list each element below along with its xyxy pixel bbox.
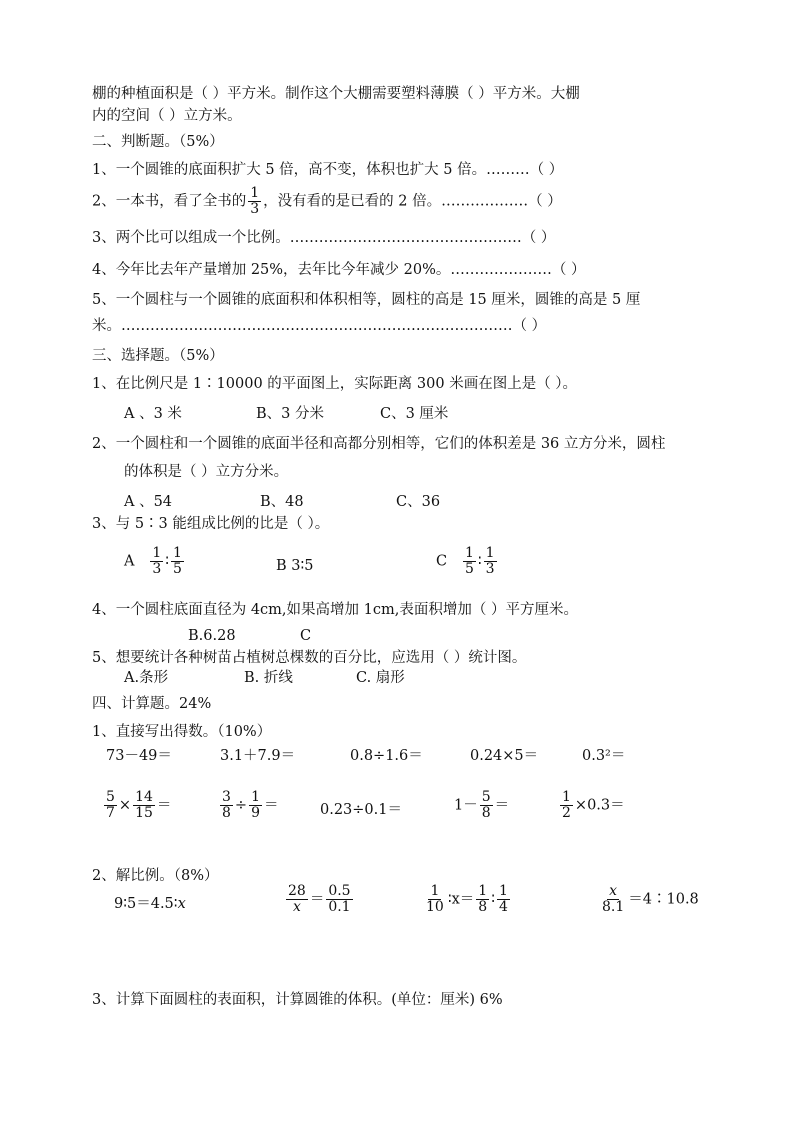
fraction [600, 884, 626, 915]
judge-heading: 二、判断题。（5%） [92, 134, 224, 150]
calc-r1-item-4: 0.24×5＝ [470, 748, 539, 764]
judge-q4: 4、今年比去年产量增加 25%，去年比今年减少 20%。…………………（ ） [92, 262, 586, 278]
choice-q2-option-b: B、48 [260, 494, 304, 510]
numerator: 28 [288, 883, 306, 899]
numerator: 1 [173, 545, 182, 561]
calc-heading: 四、计算题。24% [92, 696, 212, 712]
option-label: C [436, 553, 448, 570]
fraction [133, 790, 155, 821]
fraction [497, 884, 510, 915]
fraction [249, 790, 262, 821]
denominator: 5 [173, 561, 182, 577]
calc-r2-item-1: $\frac{5}{7}$ × $\frac{14}{15}$ ＝ [106, 789, 172, 821]
proportion-4 [598, 884, 699, 915]
judge-q5-line-2: 米。………………………………………………………………………（ ） [92, 318, 547, 334]
proportion-1 [114, 894, 186, 914]
numerator: 3 [222, 789, 231, 805]
numerator: 1 [152, 545, 162, 561]
fraction [104, 790, 117, 821]
fraction [480, 790, 493, 821]
choice-q4-option-b: B.6.28 [188, 628, 236, 644]
option-label: A [124, 553, 135, 570]
calc-r1-item-3: 0.8÷1.6＝ [350, 748, 423, 764]
fraction [560, 790, 573, 821]
fraction [248, 186, 261, 217]
denominator: x [292, 899, 301, 915]
fraction [424, 884, 446, 915]
calc-sub-2: 2、解比例。（8%） [92, 868, 219, 884]
choice-q3-option-c: C $\frac{1}{5}$ ∶ $\frac{1}{3}$ [436, 545, 495, 577]
denominator: 3 [250, 201, 260, 217]
calc-sub-1: 1、直接写出得数。（10%） [92, 724, 272, 740]
fraction [220, 790, 233, 821]
calc-r2-item-5 [558, 790, 625, 821]
denominator: 8 [481, 805, 491, 821]
denominator: 3 [152, 561, 162, 577]
choice-q4: 4、一个圆柱底面直径为 4cm,如果高增加 1cm,表面积增加（ ）平方厘米。 [92, 602, 578, 618]
choice-q1-option-c: C、3 厘米 [380, 406, 449, 422]
choice-q5-option-a: A.条形 [124, 670, 169, 686]
calc-sub-3: 3、计算下面圆柱的表面积，计算圆锥的体积。(单位：厘米) 6% [92, 992, 503, 1008]
proportion-3: $\frac{1}{10}$ ∶x＝ $\frac{1}{8}$ ∶ $\frac{1}{4}$ [426, 883, 508, 915]
judge-q2-pre: 2、一本书，看了全书的 [92, 193, 247, 210]
choice-q1: 1、在比例尺是 1∶10000 的平面图上，实际距离 300 米画在图上是（ ）。 [92, 376, 578, 392]
choice-q3: 3、与 5∶3 能组成比例的比是（ ）。 [92, 516, 330, 532]
judge-q2-post: ，没有看的是已看的 2 倍。………………（ ） [263, 193, 562, 210]
expr-suffix: ×0.3＝ [574, 797, 625, 814]
variable-x: x [177, 896, 186, 912]
judge-q1: 1、一个圆锥的底面积扩大 5 倍，高不变，体积也扩大 5 倍。………（ ） [92, 162, 564, 178]
expr-prefix: 1－ [454, 797, 478, 814]
judge-q2 [92, 186, 562, 217]
fraction [171, 546, 184, 577]
numerator: 14 [135, 789, 153, 805]
choice-q4-option-c: C [300, 628, 312, 644]
denominator: 4 [498, 899, 508, 915]
numerator: 1 [478, 883, 488, 899]
numerator: 1 [498, 883, 508, 899]
numerator: 1 [250, 185, 260, 201]
judge-q3: 3、两个比可以组成一个比例。…………………………………………（ ） [92, 230, 556, 246]
denominator: 10 [426, 899, 444, 915]
choice-q5-option-b: B. 折线 [244, 670, 293, 686]
calc-r1-item-5: 0.3²＝ [582, 748, 626, 764]
calc-r2-item-3: 0.23÷0.1＝ [320, 802, 402, 818]
numerator: 1 [430, 883, 440, 899]
calc-r1-item-2: 3.1＋7.9＝ [220, 748, 296, 764]
fraction [150, 546, 163, 577]
choice-q1-option-a: A 、3 米 [124, 406, 182, 422]
numerator: 1 [562, 789, 571, 805]
choice-q2-line-1: 2、一个圆柱和一个圆锥的底面半径和高都分别相等，它们的体积差是 36 立方分米，圆柱 [92, 436, 666, 452]
choice-heading: 三、选择题。（5%） [92, 348, 224, 364]
fraction [484, 546, 497, 577]
denominator: 15 [135, 805, 153, 821]
calc-r2-item-2: $\frac{3}{8}$ ÷ $\frac{1}{9}$ ＝ [222, 789, 279, 821]
intro-line-2: 内的空间（ ）立方米。 [92, 108, 242, 124]
numerator: 5 [481, 789, 491, 805]
numerator: x [609, 883, 618, 899]
denominator: 7 [106, 805, 115, 821]
denominator: 5 [464, 561, 474, 577]
numerator: 5 [106, 789, 115, 805]
fraction [326, 884, 352, 915]
denominator: 2 [562, 805, 571, 821]
numerator: 0.5 [328, 883, 351, 899]
fraction [476, 884, 489, 915]
denominator: 0.1 [328, 899, 351, 915]
intro-line-1: 棚的种植面积是（ ）平方米。制作这个大棚需要塑料薄膜（ ）平方米。大棚 [92, 86, 580, 102]
choice-q2-option-a: A 、54 [124, 494, 173, 510]
proportion-suffix: ＝4∶10.8 [628, 891, 699, 908]
proportion-text: 9∶5＝4.5∶ [114, 896, 178, 912]
denominator: 3 [485, 561, 495, 577]
choice-q1-option-b: B、3 分米 [256, 406, 324, 422]
judge-q5-line-1: 5、一个圆柱与一个圆锥的底面积和体积相等，圆柱的高是 15 厘米，圆锥的高是 5 厘 [92, 292, 641, 308]
denominator: 9 [251, 805, 260, 821]
choice-q5-option-c: C. 扇形 [356, 670, 405, 686]
denominator: 8.1 [602, 899, 625, 915]
denominator: 8 [222, 805, 231, 821]
numerator: 1 [251, 789, 260, 805]
choice-q2-option-c: C、36 [396, 494, 441, 510]
choice-q2-line-2: 的体积是（ ）立方分米。 [124, 464, 289, 480]
denominator: 8 [478, 899, 488, 915]
choice-q3-option-a: A $\frac{1}{3}$ ∶ $\frac{1}{5}$ [124, 545, 182, 577]
numerator: 1 [485, 545, 495, 561]
numerator: 1 [464, 545, 474, 561]
calc-r1-item-1: 73－49＝ [106, 748, 172, 764]
choice-q5: 5、想要统计各种树苗占植树总棵数的百分比，应选用（ ）统计图。 [92, 650, 527, 666]
fraction [286, 884, 308, 915]
choice-q3-option-b: B 3∶5 [276, 558, 314, 574]
proportion-middle: ∶x＝ [447, 891, 475, 908]
calc-r2-item-4: 1－ $\frac{5}{8}$ ＝ [454, 789, 510, 821]
proportion-2: $\frac{28}{x}$ ＝ $\frac{0.5}{0.1}$ [288, 883, 351, 915]
fraction [463, 546, 476, 577]
